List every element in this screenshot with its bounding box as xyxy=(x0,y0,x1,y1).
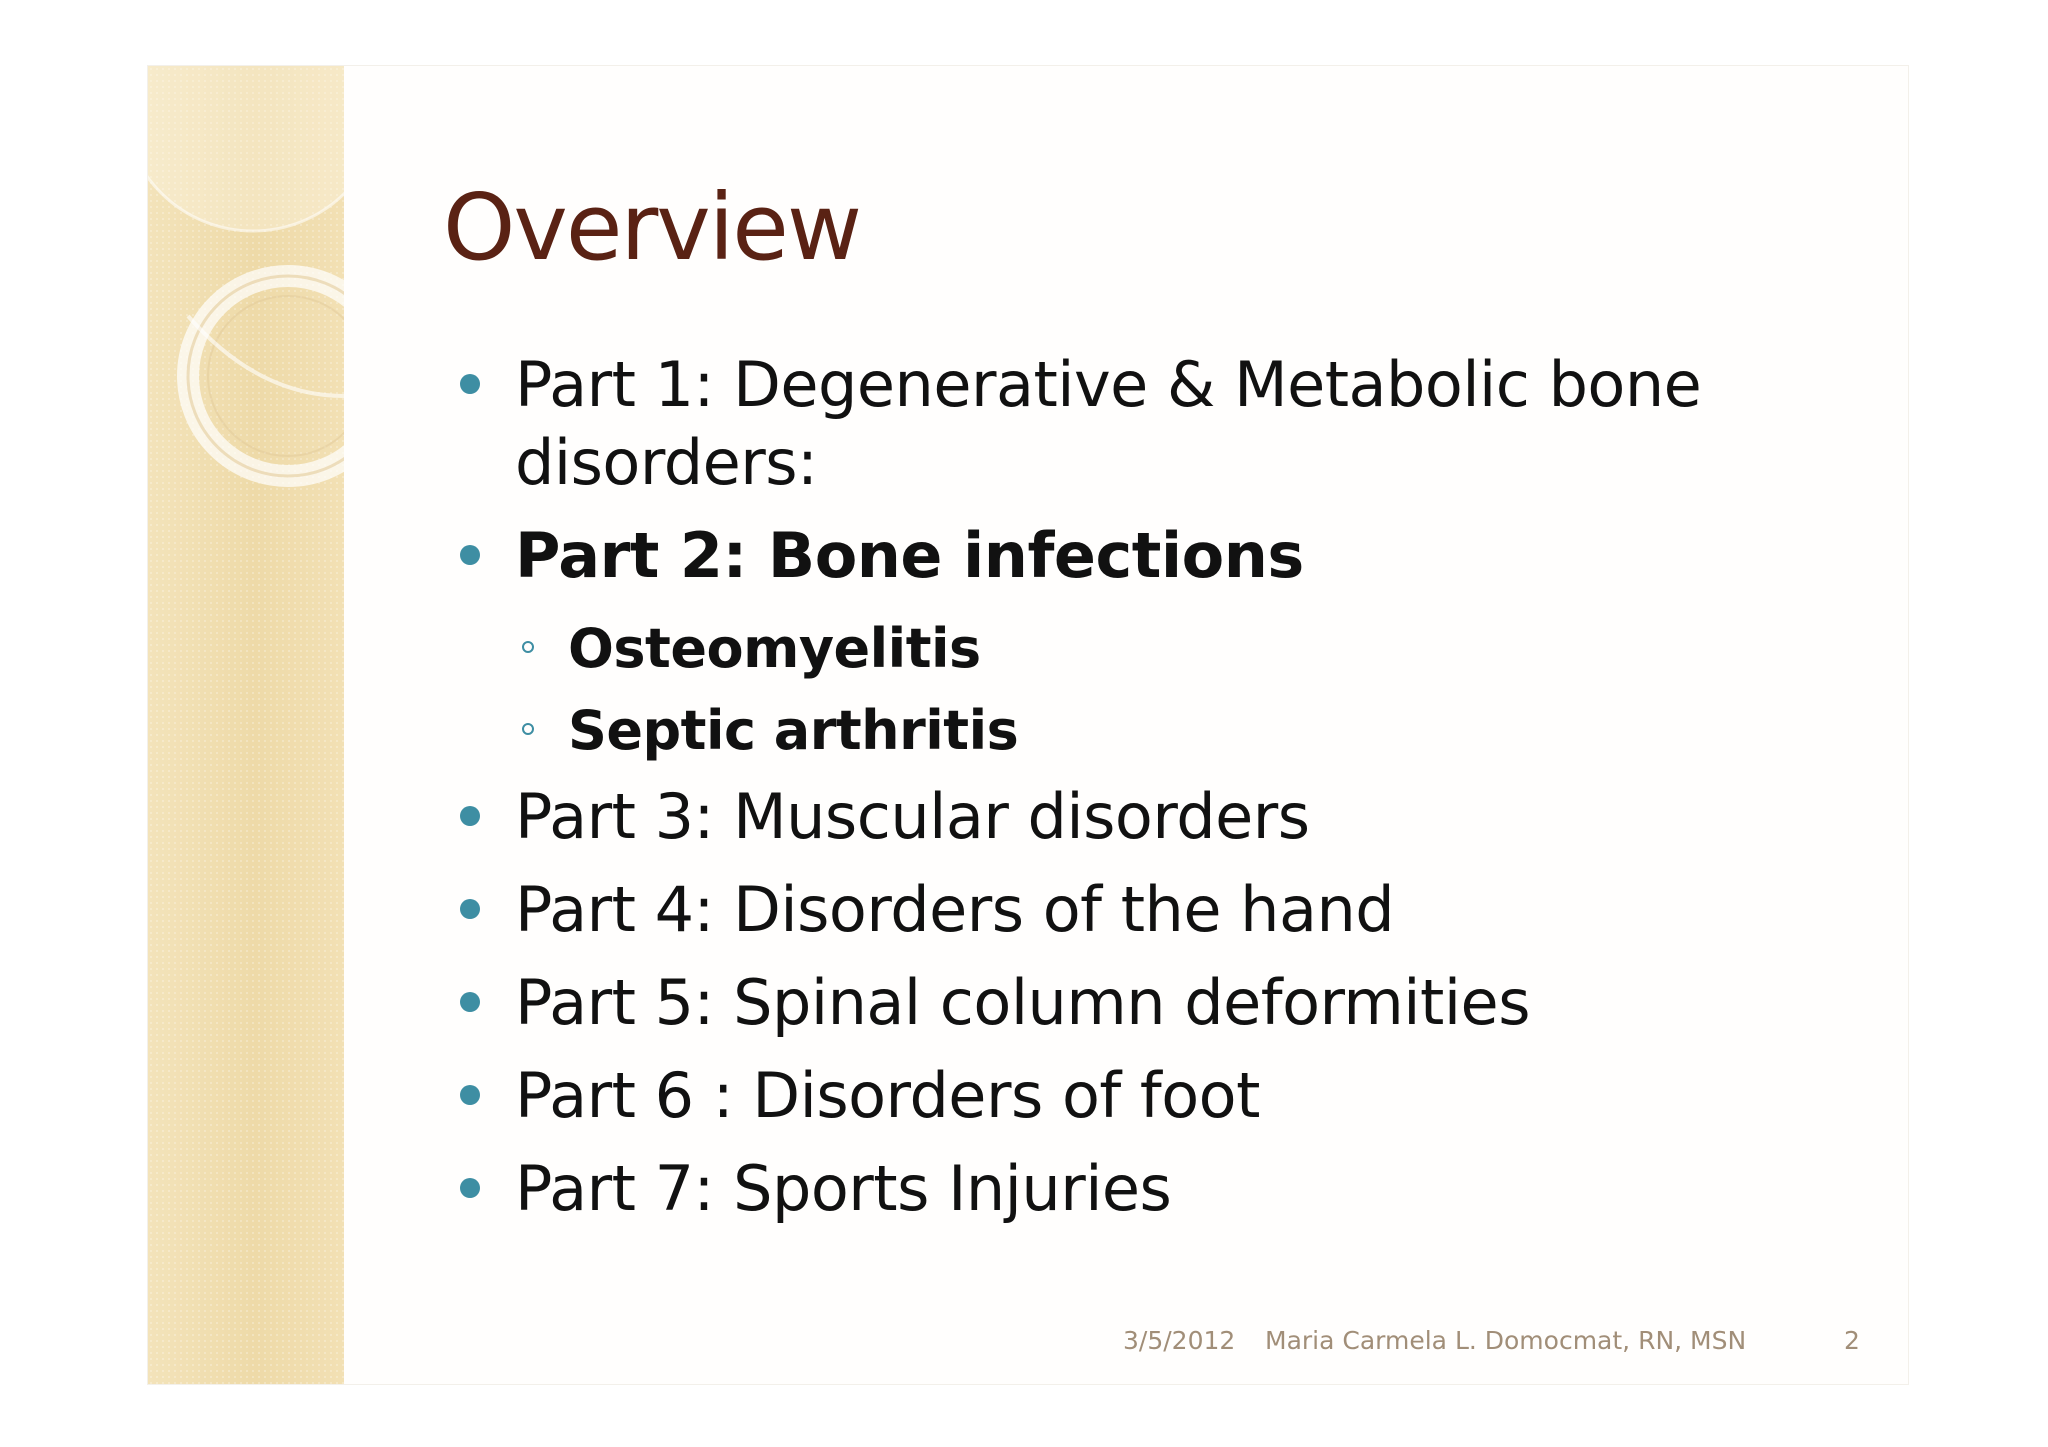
bullet-dot-icon xyxy=(460,899,480,919)
bullet-dot-icon xyxy=(460,374,480,394)
decorative-side-band xyxy=(148,66,344,1384)
bullet-dot-icon xyxy=(460,545,480,565)
bullet-dot-icon xyxy=(460,992,480,1012)
list-item xyxy=(460,964,1860,1042)
sub-list-item xyxy=(460,608,1860,690)
list-item-text: Part 3: Muscular disorders xyxy=(515,780,1310,853)
bullet-dot-icon xyxy=(460,1085,480,1105)
list-item xyxy=(460,517,1860,595)
list-item-text: Part 2: Bone infections xyxy=(515,519,1304,592)
footer-author: Maria Carmela L. Domocmat, RN, MSN xyxy=(1265,1326,1747,1355)
list-item-text: Part 6 : Disorders of foot xyxy=(515,1059,1260,1132)
footer-date: 3/5/2012 xyxy=(1123,1326,1236,1355)
footer-page-number: 2 xyxy=(1844,1326,1860,1355)
list-item xyxy=(460,778,1860,856)
list-item xyxy=(460,871,1860,949)
list-item-text: Part 5: Spinal column deformities xyxy=(515,966,1531,1039)
sub-list-item-text: Osteomyelitis xyxy=(568,617,981,680)
list-item-text: Part 1: Degenerative & Metabolic bone disorders: xyxy=(515,348,1702,499)
list-item-text: Part 4: Disorders of the hand xyxy=(515,873,1395,946)
sub-list xyxy=(460,608,1860,772)
list-item xyxy=(460,1057,1860,1135)
slide xyxy=(148,66,1908,1384)
list-item-text: Part 7: Sports Injuries xyxy=(515,1152,1172,1225)
sub-list-item xyxy=(460,690,1860,772)
decorative-circles-icon xyxy=(148,66,344,526)
bullet-dot-icon xyxy=(460,806,480,826)
ring-bullet-icon xyxy=(522,641,534,653)
ring-bullet-icon xyxy=(522,723,534,735)
list-item xyxy=(460,1150,1860,1228)
slide-title: Overview xyxy=(443,174,861,281)
bullet-list xyxy=(460,346,1860,1243)
bullet-dot-icon xyxy=(460,1178,480,1198)
sub-list-item-text: Septic arthritis xyxy=(568,699,1019,762)
list-item xyxy=(460,346,1860,502)
